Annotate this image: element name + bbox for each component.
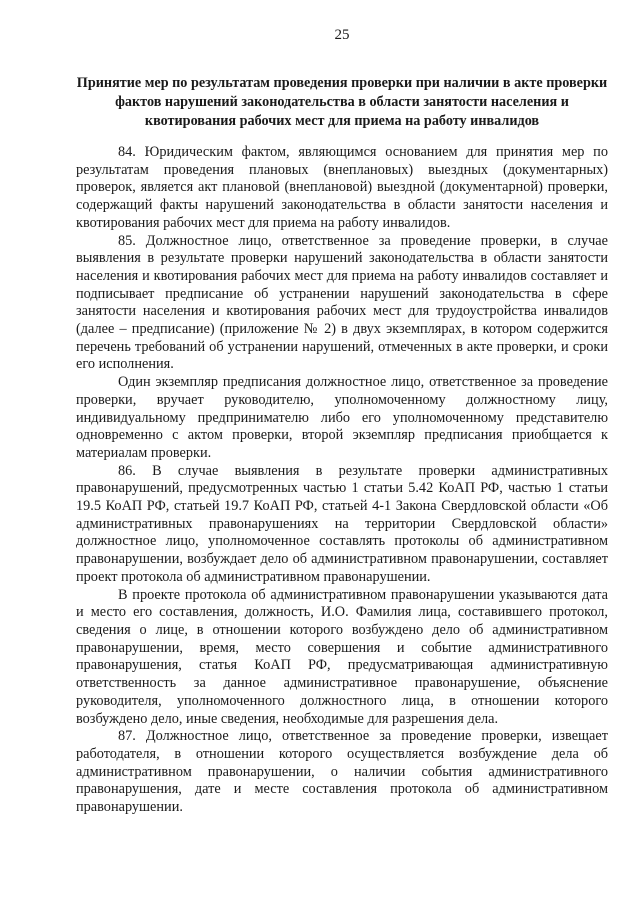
paragraph-85: 85. Должностное лицо, ответственное за проведение проверки, в случае выявления в результате проверки нарушений законодательства в области занятости населения и квотирования рабочих мест для приема на работу инвалидов составляет и подписывает предписание об устранении нарушений законодательства в сфере занятости населения и квотирования рабочих мест для трудоустройства инвалидов (далее – предписание) (приложение № 2) в двух экземплярах, в котором содержится перечень требований об устранении нарушений, отмеченных в акте проверки, и сроки его исполнения. <box>76 232 608 373</box>
page-number: 25 <box>334 27 350 43</box>
section-heading: Принятие мер по результатам проведения проверки при наличии в акте проверки фактов нарушений законодательства в области занятости населения и квотирования рабочих мест для приема на работу инвалидов <box>76 75 608 129</box>
paragraph-85-continued: Один экземпляр предписания должностное лицо, ответственное за проведение проверки, вручает руководителю, уполномоченному должностному лицу, индивидуальному предпринимателю либо его уполномоченному представителю одновременно с актом проверки, второй экземпляр предписания приобщается к материалам проверки. <box>76 374 608 461</box>
paragraph-87: 87. Должностное лицо, ответственное за проведение проверки, извещает работодателя, в отношении которого осуществляется возбуждение дела об административном правонарушении, о наличии события административного правонарушения, дате и месте составления протокола об административном правонарушении. <box>76 728 608 816</box>
document-page <box>76 26 608 817</box>
paragraph-86: 86. В случае выявления в результате проверки административных правонарушений, предусмотренных частью 1 статьи 5.42 КоАП РФ, частью 1 статьи 19.5 КоАП РФ, статьей 19.7 КоАП РФ, статьей 4-1 Закона Свердловской области «Об административных правонарушениях на территории Свердловской области» должностное лицо, уполномоченное составлять протоколы об административном правонарушении, возбуждает дело об административном правонарушении, составляет проект протокола об административном правонарушении. <box>76 462 608 585</box>
paragraph-84: 84. Юридическим фактом, являющимся основанием для принятия мер по результатам проведения плановых (внеплановых) выездных (документарных) проверок, является акт плановой (внеплановой) выездной (документарной) проверки, содержащий факты нарушений законодательства в области занятости населения и квотирования рабочих мест для приема на работу инвалидов. <box>76 144 608 231</box>
paragraph-86-continued: В проекте протокола об административном правонарушении указываются дата и место его составления, должность, И.О. Фамилия лица, составившего протокол, сведения о лице, в отношении которого возбуждено дело об административном правонарушении, время, место совершения и событие административного правонарушения, статья КоАП РФ, предусматривающая административную ответственность за данное административное правонарушение, объяснение руководителя, уполномоченного должностного лица, в отношении которого возбуждено дело, иные сведения, необходимые для разрешения дела. <box>76 586 608 727</box>
